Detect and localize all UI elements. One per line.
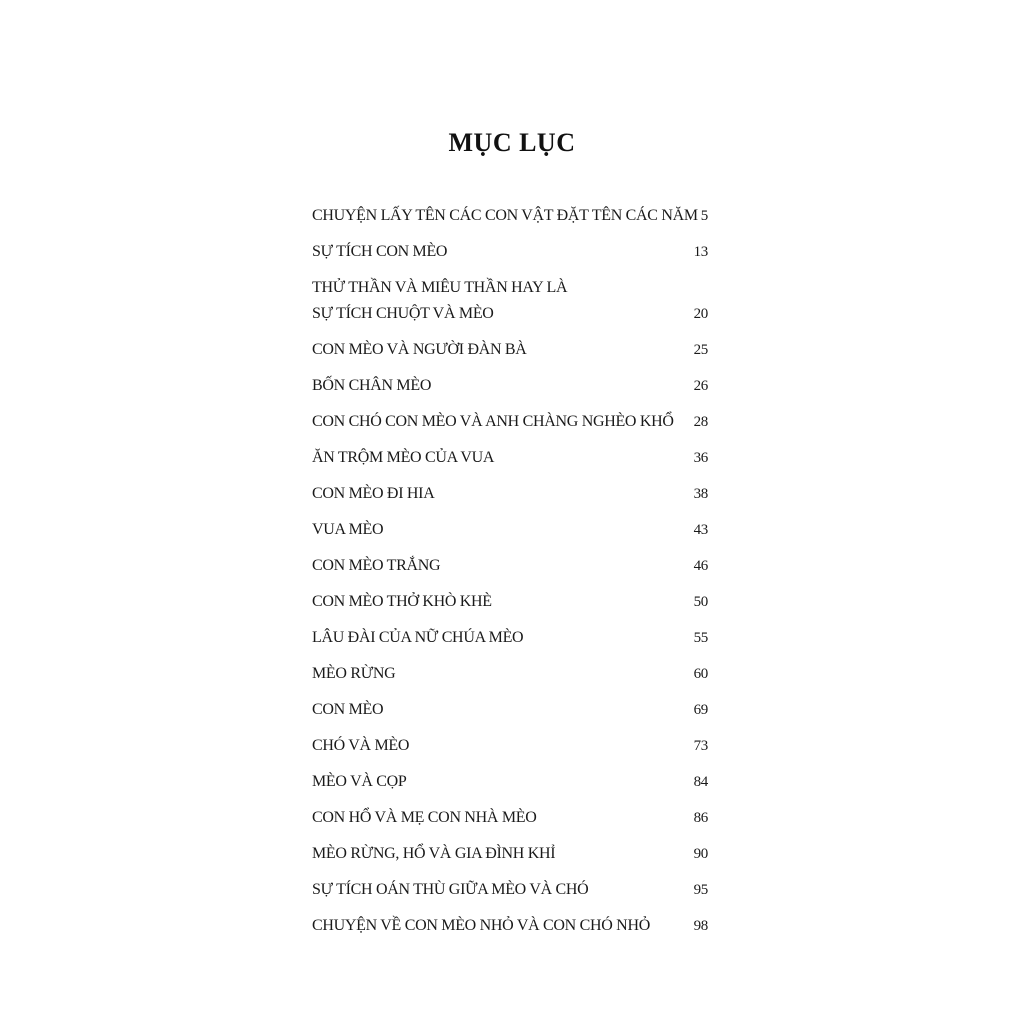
toc-entry-title: CHUYỆN LẤY TÊN CÁC CON VẬT ĐẶT TÊN CÁC NĂM <box>312 207 698 224</box>
toc-entry-page: 5 <box>700 208 708 224</box>
toc-entry-page: 28 <box>693 414 708 430</box>
toc-entry-page: 25 <box>693 342 708 358</box>
toc-entry <box>312 337 712 363</box>
toc-entry-page: 95 <box>693 882 708 898</box>
toc-entry <box>312 239 712 265</box>
toc-entry <box>312 409 712 435</box>
toc-entry <box>312 553 712 579</box>
toc-entry-page: 13 <box>693 244 708 260</box>
toc-entry-title: CON MÈO TRẮNG <box>312 557 441 574</box>
toc-entry-title: BỐN CHÂN MÈO <box>312 377 432 394</box>
toc-entry <box>312 661 712 687</box>
toc-entry <box>312 481 712 507</box>
toc-entry <box>312 373 712 399</box>
toc-entry <box>312 625 712 651</box>
toc-entry-title: CON MÈO <box>312 701 384 718</box>
toc-entry-title-line-1: THỬ THẦN VÀ MIÊU THẦN HAY LÀ <box>312 279 568 296</box>
toc-entry-page: 60 <box>693 666 708 682</box>
table-of-contents <box>312 203 712 949</box>
toc-entry-page: 46 <box>693 558 708 574</box>
toc-entry-title: LÂU ĐÀI CỦA NỮ CHÚA MÈO <box>312 629 524 646</box>
toc-entry-title: VUA MÈO <box>312 521 384 538</box>
toc-entry-page: 73 <box>693 738 708 754</box>
toc-entry-title: CHUYỆN VỀ CON MÈO NHỎ VÀ CON CHÓ NHỎ <box>312 917 650 934</box>
toc-entry-title: SỰ TÍCH CON MÈO <box>312 243 448 260</box>
toc-entry-page: 86 <box>693 810 708 826</box>
toc-entry <box>312 877 712 903</box>
toc-entry-title: MÈO RỪNG <box>312 665 396 682</box>
toc-entry-title: MÈO RỪNG, HỔ VÀ GIA ĐÌNH KHỈ <box>312 845 556 862</box>
toc-entry <box>312 697 712 723</box>
toc-entry <box>312 275 712 327</box>
toc-entry-title: CON MÈO VÀ NGƯỜI ĐÀN BÀ <box>312 341 527 358</box>
toc-entry <box>312 841 712 867</box>
toc-entry-page: 26 <box>693 378 708 394</box>
toc-entry <box>312 769 712 795</box>
toc-entry <box>312 203 712 229</box>
toc-entry <box>312 517 712 543</box>
toc-entry <box>312 805 712 831</box>
toc-entry-title: MÈO VÀ CỌP <box>312 773 407 790</box>
toc-entry-title: CON MÈO ĐI HIA <box>312 485 435 502</box>
toc-entry-title-line-2: SỰ TÍCH CHUỘT VÀ MÈO <box>312 305 494 322</box>
toc-entry-title: CON MÈO THỞ KHÒ KHÈ <box>312 593 492 610</box>
toc-entry-page: 20 <box>693 306 708 322</box>
toc-entry <box>312 733 712 759</box>
toc-entry-page: 50 <box>693 594 708 610</box>
toc-entry-title: ĂN TRỘM MÈO CỦA VUA <box>312 449 495 466</box>
toc-entry-page: 36 <box>693 450 708 466</box>
page-title: MỤC LỤC <box>448 128 576 157</box>
toc-entry-page: 55 <box>693 630 708 646</box>
toc-entry-title: CON CHÓ CON MÈO VÀ ANH CHÀNG NGHÈO KHỔ <box>312 413 674 430</box>
toc-entry-page: 84 <box>693 774 708 790</box>
toc-entry-page: 38 <box>693 486 708 502</box>
toc-entry-page: 43 <box>693 522 708 538</box>
toc-entry-title: SỰ TÍCH OÁN THÙ GIỮA MÈO VÀ CHÓ <box>312 881 589 898</box>
toc-entry <box>312 913 712 939</box>
toc-entry-title: CON HỔ VÀ MẸ CON NHÀ MÈO <box>312 809 537 826</box>
toc-entry-page: 98 <box>693 918 708 934</box>
toc-entry-page: 90 <box>693 846 708 862</box>
toc-entry <box>312 445 712 471</box>
toc-entry <box>312 589 712 615</box>
toc-entry-page: 69 <box>693 702 708 718</box>
toc-entry-title: CHÓ VÀ MÈO <box>312 737 410 754</box>
